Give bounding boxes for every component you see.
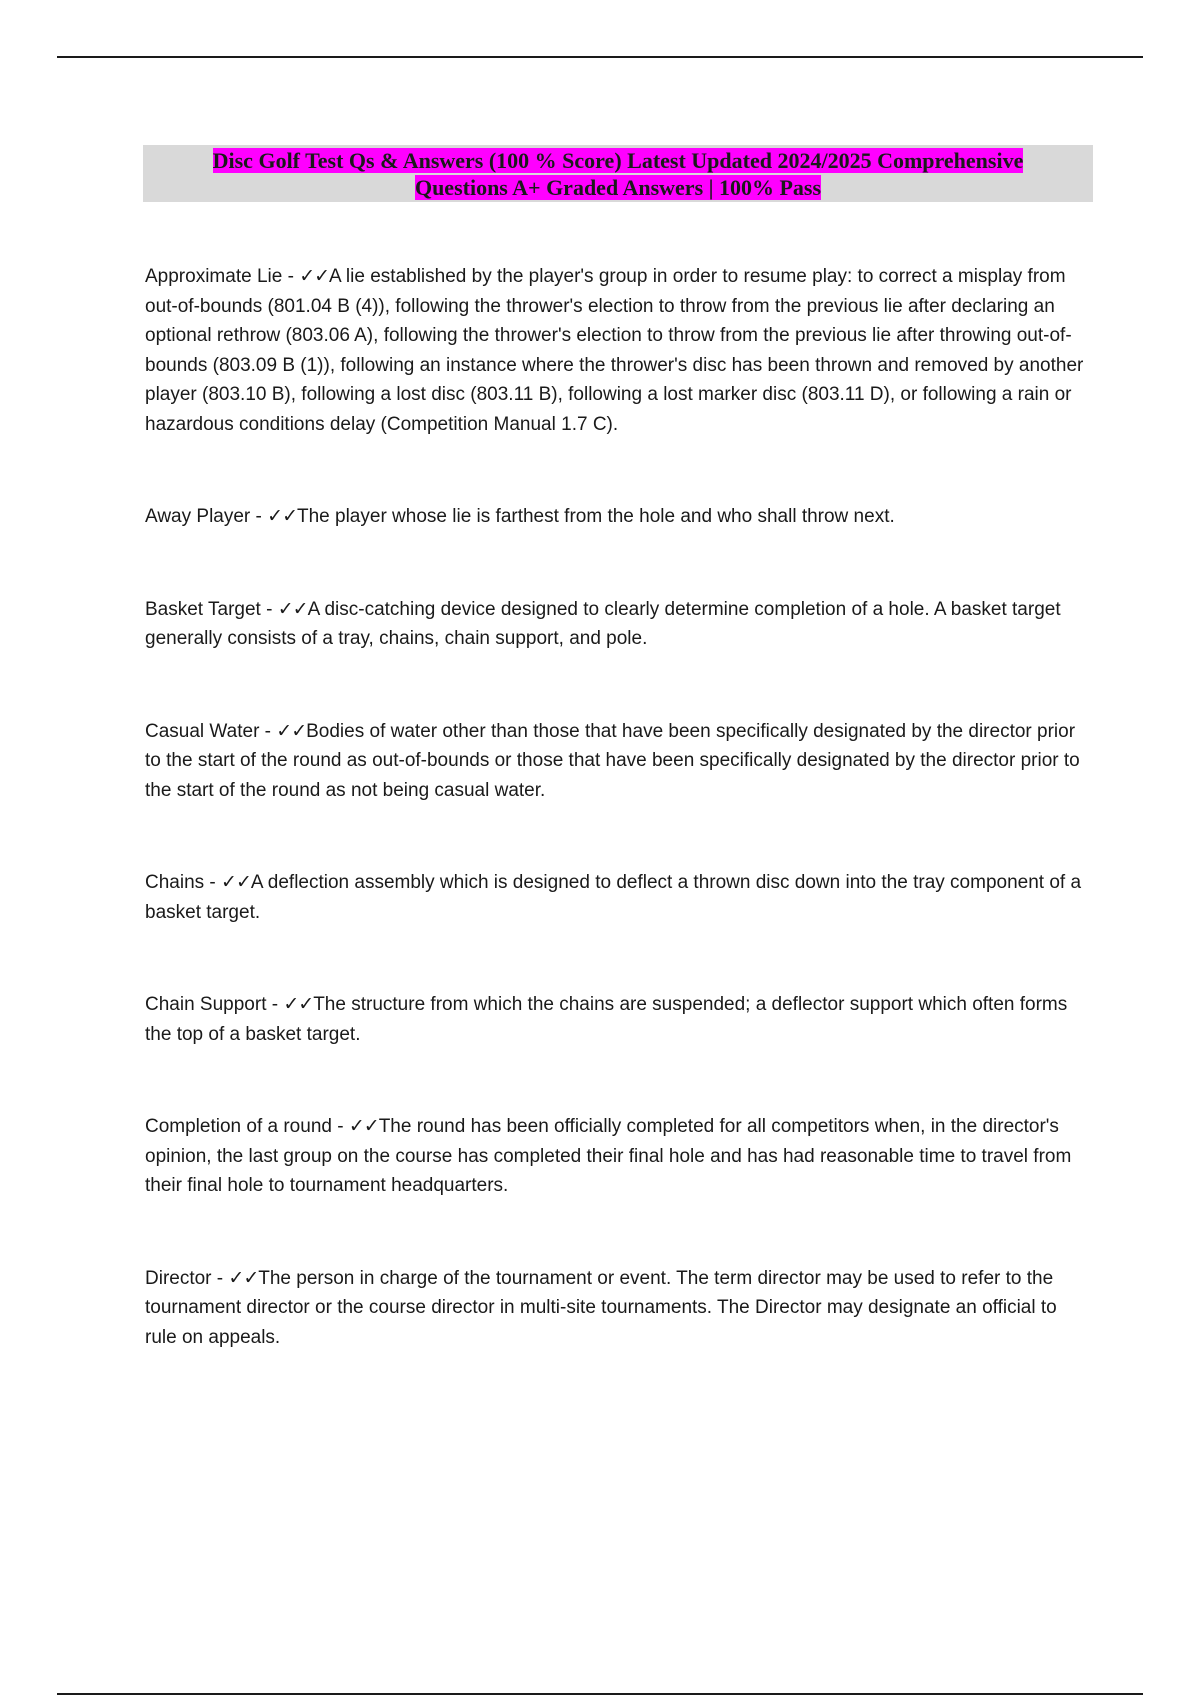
- entry-term: Away Player: [145, 506, 251, 527]
- title-line-1: Disc Golf Test Qs & Answers (100 % Score) Latest Updated 2024/2025 Comprehensive: [212, 148, 1024, 173]
- document-title: [143, 145, 1093, 202]
- entry-separator: -: [204, 872, 222, 893]
- entry-term: Approximate Lie: [145, 266, 283, 287]
- entry-definition: A lie established by the player's group in order to resume play: to correct a misplay from out-of-bounds (801.04 B (4)), following the thrower's election to throw from the previous lie after declaring an optional rethrow (803.06 A), following the thrower's election to throw from the previous lie after throwing out-of-bounds (803.09 B (1)), following an instance where the thrower's disc has been thrown and removed by another player (803.10 B), following a lost disc (803.11 B), following a lost marker disc (803.11 D), or following a rain or hazardous conditions delay (Competition Manual 1.7 C).: [145, 266, 1084, 435]
- definition-list: [145, 262, 1090, 1352]
- entry-definition: The player whose lie is farthest from the hole and who shall throw next.: [297, 506, 895, 527]
- entry-separator: -: [266, 994, 284, 1015]
- entry-away-player: [145, 502, 1090, 532]
- double-check-icon: ✓✓: [299, 266, 330, 287]
- entry-separator: -: [250, 506, 268, 527]
- header-rule: [57, 56, 1143, 58]
- entry-chain-support: [145, 990, 1090, 1049]
- entry-term: Casual Water: [145, 720, 260, 742]
- entry-separator: -: [259, 720, 277, 742]
- entry-definition: Bodies of water other than those that have been specifically designated by the director prior to the start of the round as out-of-bounds or those that have been specifically designated by the director prior to the start of the round as not being casual water.: [145, 720, 1080, 801]
- entry-completion-of-a-round: [145, 1112, 1090, 1201]
- entry-definition: A deflection assembly which is designed to deflect a thrown disc down into the tray component of a basket target.: [145, 872, 1082, 923]
- title-line-2: Questions A+ Graded Answers | 100% Pass: [414, 175, 822, 200]
- double-check-icon: ✓✓: [277, 598, 308, 620]
- entry-term: Chain Support: [145, 994, 267, 1015]
- double-check-icon: ✓✓: [221, 872, 251, 893]
- entry-term: Director: [145, 1267, 212, 1289]
- double-check-icon: ✓✓: [348, 1116, 379, 1137]
- footer-rule: [57, 1693, 1143, 1695]
- entry-director: [145, 1264, 1090, 1353]
- double-check-icon: ✓✓: [276, 720, 307, 742]
- double-check-icon: ✓✓: [283, 994, 314, 1015]
- entry-term: Basket Target: [145, 598, 261, 620]
- entry-definition: The structure from which the chains are suspended; a deflector support which often forms the top of a basket target.: [145, 994, 1068, 1045]
- double-check-icon: ✓✓: [228, 1267, 259, 1289]
- entry-approximate-lie: [145, 262, 1090, 439]
- double-check-icon: ✓✓: [267, 506, 297, 527]
- entry-definition: A disc-catching device designed to clearly determine completion of a hole. A basket target generally consists of a tray, chains, chain support, and pole.: [145, 598, 1061, 649]
- entry-separator: -: [282, 266, 300, 287]
- entry-casual-water: [145, 717, 1090, 806]
- entry-term: Chains: [145, 872, 205, 893]
- entry-separator: -: [211, 1267, 229, 1289]
- entry-term: Completion of a round: [145, 1116, 332, 1137]
- entry-definition: The person in charge of the tournament or event. The term director may be used to refer to the tournament director or the course director in multi-site tournaments. The Director may designate an official to rule on appeals.: [145, 1267, 1057, 1348]
- entry-basket-target: [145, 595, 1090, 654]
- entry-separator: -: [331, 1116, 349, 1137]
- entry-definition: The round has been officially completed for all competitors when, in the director's opinion, the last group on the course has completed their final hole and has had reasonable time to travel from their final hole to tournament headquarters.: [145, 1116, 1072, 1196]
- entry-chains: [145, 868, 1090, 927]
- entry-separator: -: [260, 598, 278, 620]
